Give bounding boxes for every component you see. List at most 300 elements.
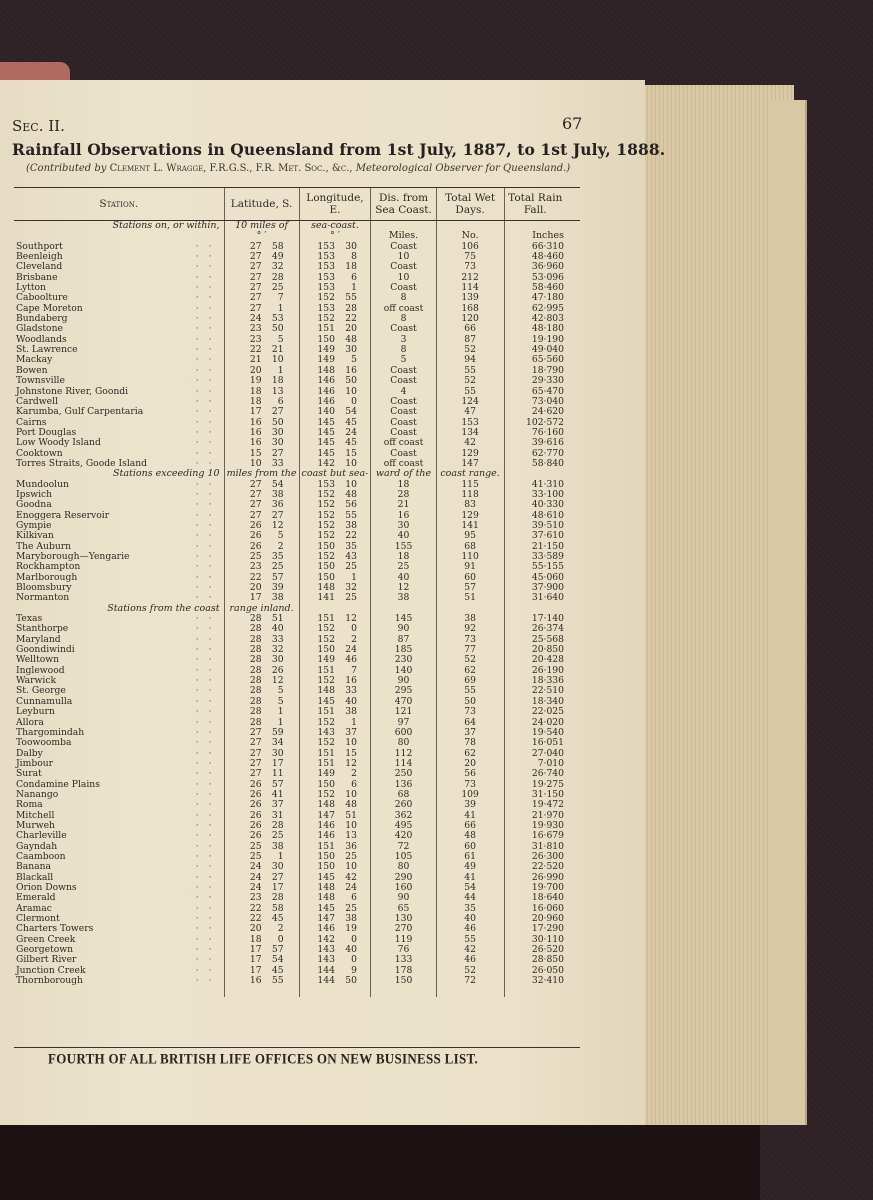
station-name: Thornborough (16, 975, 83, 987)
table-row (14, 304, 580, 314)
lon-minutes: 32 (345, 582, 357, 594)
rainfall-cell: 26·374 (504, 624, 580, 634)
table-row (14, 262, 580, 272)
leader-dots: ·· (195, 437, 222, 449)
distance-cell: 12 (371, 583, 436, 593)
station-name: Caamboon (16, 850, 66, 862)
distance-cell: 8 (371, 345, 436, 355)
rainfall-cell: 62·995 (504, 304, 580, 314)
leader-dots: ·· (195, 457, 222, 469)
lat-degrees: 28 (249, 613, 262, 625)
lon-degrees: 150 (317, 333, 335, 345)
lon-degrees: 145 (317, 695, 335, 707)
distance-cell: 270 (371, 924, 436, 934)
station-wrap (16, 769, 222, 779)
rainfall-cell: 19·190 (504, 335, 580, 345)
distance-cell: 4 (371, 387, 436, 397)
section-label: Sec. II. (12, 117, 65, 135)
lat-degrees: 22 (249, 902, 262, 914)
rainfall-cell: 45·060 (504, 573, 580, 583)
rainfall-cell: 24·020 (504, 718, 580, 728)
station-name: Bloomsbury (16, 582, 72, 594)
leader-dots: ·· (195, 913, 222, 925)
leader-dots: ·· (195, 830, 222, 842)
lon-minutes: 45 (345, 416, 357, 428)
lon-minutes: 54 (345, 406, 357, 418)
lon-degrees: 152 (317, 675, 335, 687)
distance-cell: 10 (371, 252, 436, 262)
rainfall-cell: 19·472 (504, 800, 580, 810)
table-row (14, 480, 580, 490)
lon-degrees: 153 (317, 251, 335, 263)
leader-dots: ·· (195, 292, 222, 304)
station-name: Townsville (16, 375, 65, 387)
station-name: Mackay (16, 354, 53, 366)
distance-cell: 470 (371, 697, 436, 707)
table-row (14, 728, 580, 738)
rainfall-cell: 36·960 (504, 262, 580, 272)
table-row (14, 573, 580, 583)
latitude-cell (224, 376, 299, 386)
lat-degrees: 26 (249, 778, 262, 790)
station-name: Cleveland (16, 261, 63, 273)
latitude-cell (224, 769, 299, 779)
leader-dots: ·· (195, 499, 222, 511)
lon-degrees: 150 (317, 644, 335, 656)
distance-cell: Coast (371, 397, 436, 407)
longitude-cell (299, 500, 371, 510)
lat-minutes: 54 (271, 954, 284, 966)
lon-minutes: 18 (345, 261, 357, 273)
lon-degrees: 140 (317, 406, 335, 418)
wet-days-cell: 141 (436, 521, 504, 531)
lon-degrees: 149 (317, 654, 335, 666)
lat-degrees: 20 (249, 582, 262, 594)
lon-minutes: 10 (345, 737, 357, 749)
rainfall-cell: 26·740 (504, 769, 580, 779)
lat-minutes: 57 (271, 944, 284, 956)
lat-degrees: 25 (249, 551, 262, 562)
wet-days-cell: 62 (436, 749, 504, 759)
distance-cell: 80 (371, 862, 436, 872)
longitude-cell (299, 593, 371, 603)
distance-cell: 80 (371, 738, 436, 748)
distance-cell: 68 (371, 790, 436, 800)
leader-dots: ·· (195, 364, 222, 376)
col-rainfall: Total Rain Fall. (504, 188, 580, 221)
station-name: Lytton (16, 282, 46, 294)
rainfall-cell: 31·150 (504, 790, 580, 800)
table-row (14, 780, 580, 790)
lat-minutes: 35 (271, 551, 284, 562)
wet-days-cell: 78 (436, 738, 504, 748)
lon-degrees: 152 (317, 499, 335, 511)
rainfall-cell: 33·100 (504, 490, 580, 500)
footer-advert: FOURTH OF ALL BRITISH LIFE OFFICES ON NEW BUSINESS LIST. (48, 1049, 479, 1068)
station-name: St. George (16, 685, 66, 697)
lat-degrees: 26 (249, 519, 262, 531)
table-row (14, 873, 580, 883)
lon-minutes: 45 (345, 437, 357, 449)
lon-minutes: 10 (345, 788, 357, 800)
leader-dots: ·· (195, 261, 222, 273)
station-name: Georgetown (16, 944, 74, 956)
lon-minutes: 48 (345, 488, 357, 500)
table-row (14, 242, 580, 252)
station-name: Jimbour (16, 757, 54, 769)
lon-degrees: 152 (317, 530, 335, 542)
station-cell (14, 376, 224, 386)
lon-minutes: 10 (345, 385, 357, 397)
wet-days-cell: 40 (436, 914, 504, 924)
lon-degrees: 144 (317, 964, 335, 976)
latitude-cell (224, 407, 299, 417)
station-name: Port Douglas (16, 426, 77, 438)
table-row (14, 862, 580, 872)
book-fore-edge (770, 100, 807, 1125)
table-row (14, 511, 580, 521)
lat-minutes: 31 (271, 809, 284, 821)
table-row (14, 418, 580, 428)
lon-degrees: 152 (317, 788, 335, 800)
lat-degrees: 28 (249, 654, 262, 666)
table-row (14, 335, 580, 345)
lon-degrees: 152 (317, 737, 335, 749)
lat-degrees: 24 (249, 313, 262, 325)
rainfall-cell: 39·510 (504, 521, 580, 531)
wet-days-cell: 60 (436, 573, 504, 583)
distance-cell: 140 (371, 666, 436, 676)
leader-dots: ·· (195, 592, 222, 604)
station-cell (14, 707, 224, 717)
lat-minutes: 45 (271, 913, 284, 925)
lon-minutes: 38 (345, 913, 357, 925)
distance-cell: Coast (371, 449, 436, 459)
distance-cell: Coast (371, 324, 436, 334)
leader-dots: ·· (195, 716, 222, 728)
lon-degrees: 145 (317, 437, 335, 449)
longitude-cell (299, 480, 371, 490)
rainfall-cell: 48·180 (504, 324, 580, 334)
rainfall-cell: 37·610 (504, 531, 580, 541)
leader-dots: ·· (195, 882, 222, 893)
wet-days-cell: 168 (436, 304, 504, 314)
rainfall-cell: 25·568 (504, 635, 580, 645)
distance-cell: 40 (371, 531, 436, 541)
wet-days-cell: 42 (436, 945, 504, 955)
longitude-cell (299, 728, 371, 738)
lat-minutes: 30 (271, 747, 284, 759)
lat-degrees: 27 (249, 240, 262, 252)
leader-dots: ·· (195, 313, 222, 325)
leader-dots: ·· (195, 447, 222, 459)
leader-dots: ·· (195, 540, 222, 552)
table-row (14, 831, 580, 841)
station-name: Charleville (16, 830, 67, 842)
station-cell (14, 759, 224, 769)
lon-minutes: 9 (351, 964, 357, 976)
lon-degrees: 151 (317, 664, 335, 676)
section-heading-cell: range inland. (224, 604, 299, 614)
lon-minutes: 0 (351, 954, 357, 966)
rainfall-cell: 22·025 (504, 707, 580, 717)
table-row (14, 407, 580, 417)
lat-degrees: 24 (249, 871, 262, 883)
distance-cell: off coast (371, 438, 436, 448)
wet-days-cell: 83 (436, 500, 504, 510)
distance-cell: 3 (371, 335, 436, 345)
station-name: Cape Moreton (16, 302, 83, 314)
lat-degrees: 23 (249, 892, 262, 904)
leader-dots: ·· (195, 426, 222, 438)
wet-days-cell: 66 (436, 324, 504, 334)
table-row (14, 893, 580, 903)
distance-cell: 21 (371, 500, 436, 510)
lon-minutes: 0 (351, 623, 357, 635)
wet-days-cell: 52 (436, 655, 504, 665)
lat-degrees: 24 (249, 882, 262, 893)
wet-days-cell: 92 (436, 624, 504, 634)
lon-minutes: 2 (351, 633, 357, 645)
lat-degrees: 27 (249, 251, 262, 263)
lon-minutes: 48 (345, 799, 357, 811)
lon-minutes: 1 (351, 716, 357, 728)
lon-degrees: 152 (317, 509, 335, 521)
station-wrap (16, 438, 222, 448)
lat-minutes: 18 (271, 375, 284, 387)
wet-days-cell: 95 (436, 531, 504, 541)
lat-degrees: 19 (249, 375, 262, 387)
lon-minutes: 24 (345, 882, 357, 893)
lat-degrees: 18 (249, 395, 262, 407)
lon-degrees: 148 (317, 892, 335, 904)
longitude-cell (299, 831, 371, 841)
wet-days-cell: 109 (436, 790, 504, 800)
lat-degrees: 17 (249, 406, 262, 418)
lat-minutes: 26 (271, 664, 284, 676)
leader-dots: ·· (195, 664, 222, 676)
distance-cell: 16 (371, 511, 436, 521)
table-row (14, 645, 580, 655)
filler-cell (436, 986, 504, 996)
lon-degrees: 146 (317, 830, 335, 842)
longitude-cell (299, 614, 371, 624)
leader-dots: ·· (195, 871, 222, 883)
lon-degrees: 149 (317, 344, 335, 356)
wet-days-cell: 134 (436, 428, 504, 438)
station-name: Rockhampton (16, 561, 81, 573)
lat-minutes: 12 (271, 519, 284, 531)
station-name: Southport (16, 240, 63, 252)
lon-minutes: 8 (351, 251, 357, 263)
leader-dots: ·· (195, 964, 222, 976)
station-name: Karumba, Gulf Carpentaria (16, 406, 144, 418)
lon-degrees: 143 (317, 726, 335, 738)
lat-minutes: 40 (271, 623, 284, 635)
distance-cell: 290 (371, 873, 436, 883)
wet-days-cell: 87 (436, 335, 504, 345)
table-row (14, 769, 580, 779)
section-heading-row (14, 221, 580, 232)
lat-minutes: 25 (271, 830, 284, 842)
station-name: Green Creek (16, 933, 76, 945)
station-name: Enoggera Reservoir (16, 509, 110, 521)
station-name: Cooktown (16, 447, 63, 459)
lat-minutes: 2 (277, 540, 284, 552)
lat-minutes: 41 (271, 788, 284, 800)
lat-degrees: 28 (249, 644, 262, 656)
distance-cell: Coast (371, 428, 436, 438)
distance-cell: off coast (371, 304, 436, 314)
lat-degrees: 27 (249, 488, 262, 500)
table-row (14, 666, 580, 676)
wet-days-cell: 52 (436, 966, 504, 976)
lat-minutes: 58 (271, 240, 284, 252)
distance-cell: 72 (371, 842, 436, 852)
section-heading-cell: sea-coast. (299, 221, 371, 232)
lon-minutes: 50 (345, 375, 357, 387)
lon-minutes: 2 (351, 768, 357, 780)
table-row (14, 283, 580, 293)
table-row (14, 707, 580, 717)
lon-degrees: 145 (317, 426, 335, 438)
lon-degrees: 146 (317, 375, 335, 387)
lat-minutes: 10 (271, 354, 284, 366)
unit-label: Inches (504, 231, 580, 241)
rainfall-cell: 49·040 (504, 345, 580, 355)
station-name: Orion Downs (16, 882, 77, 893)
lat-minutes: 7 (277, 292, 284, 304)
lat-degrees: 27 (249, 768, 262, 780)
rainfall-cell: 55·155 (504, 562, 580, 572)
station-name: Stanthorpe (16, 623, 69, 635)
lon-degrees: 147 (317, 913, 335, 925)
table-row (14, 976, 580, 986)
leader-dots: ·· (195, 819, 222, 831)
lon-degrees: 152 (317, 633, 335, 645)
station-name: Torres Straits, Goode Island (16, 457, 148, 469)
leader-dots: ·· (195, 892, 222, 904)
lat-degrees: 27 (249, 271, 262, 283)
table-row (14, 624, 580, 634)
lat-degrees: 17 (249, 944, 262, 956)
rainfall-cell: 20·850 (504, 645, 580, 655)
station-name: Marlborough (16, 571, 78, 583)
distance-cell: 5 (371, 355, 436, 365)
rainfall-cell: 62·770 (504, 449, 580, 459)
longitude-cell (299, 749, 371, 759)
leader-dots: ·· (195, 654, 222, 666)
table-row (14, 490, 580, 500)
station-name: Roma (16, 799, 43, 811)
lat-degrees: 22 (249, 571, 262, 583)
col-wet-days: Total Wet Days. (436, 188, 504, 221)
lon-minutes: 40 (345, 944, 357, 956)
lat-minutes: 25 (271, 282, 284, 294)
lat-degrees: 28 (249, 633, 262, 645)
table-row (14, 366, 580, 376)
longitude-cell (299, 624, 371, 634)
distance-cell: 18 (371, 480, 436, 490)
lat-degrees: 26 (249, 788, 262, 800)
station-wrap (16, 376, 222, 386)
wet-days-cell: 129 (436, 449, 504, 459)
station-name: Goondiwindi (16, 644, 75, 656)
distance-cell: off coast (371, 459, 436, 469)
latitude-cell (224, 345, 299, 355)
table-row (14, 935, 580, 945)
wet-days-cell: 55 (436, 935, 504, 945)
rainfall-cell: 58·840 (504, 459, 580, 469)
lon-minutes: 30 (345, 240, 357, 252)
lat-degrees: 27 (249, 282, 262, 294)
wet-days-cell: 56 (436, 769, 504, 779)
station-wrap (16, 759, 222, 769)
longitude-cell (299, 283, 371, 293)
table-row (14, 759, 580, 769)
distance-cell: 185 (371, 645, 436, 655)
distance-cell: 155 (371, 542, 436, 552)
lat-minutes: 33 (271, 633, 284, 645)
lat-degrees: 26 (249, 540, 262, 552)
station-name: Thargomindah (16, 726, 85, 738)
lon-minutes: 25 (345, 561, 357, 573)
lon-minutes: 56 (345, 499, 357, 511)
lon-minutes: 10 (345, 861, 357, 873)
lon-degrees: 151 (317, 613, 335, 625)
table-row (14, 531, 580, 541)
filler-cell (371, 986, 436, 996)
longitude-cell (299, 780, 371, 790)
filler-cell (504, 986, 580, 996)
station-cell (14, 976, 224, 986)
lon-minutes: 1 (351, 282, 357, 294)
lon-degrees: 151 (317, 747, 335, 759)
wet-days-cell: 120 (436, 314, 504, 324)
lon-minutes: 10 (345, 478, 357, 490)
wet-days-cell: 41 (436, 873, 504, 883)
lon-minutes: 12 (345, 613, 357, 625)
lon-degrees: 153 (317, 302, 335, 314)
lat-minutes: 28 (271, 892, 284, 904)
section-heading-cell: 10 miles of (224, 221, 299, 232)
station-name: Beenleigh (16, 251, 63, 263)
lon-degrees: 146 (317, 923, 335, 935)
lat-minutes: 55 (271, 975, 284, 987)
table-row (14, 966, 580, 976)
distance-cell: 90 (371, 676, 436, 686)
station-name: Goodna (16, 499, 52, 511)
rainfall-cell: 65·560 (504, 355, 580, 365)
rainfall-cell: 48·610 (504, 511, 580, 521)
table-row (14, 914, 580, 924)
lon-minutes: 42 (345, 871, 357, 883)
longitude-cell (299, 314, 371, 324)
station-name: Murweh (16, 819, 55, 831)
rainfall-cell: 22·510 (504, 686, 580, 696)
rainfall-cell: 58·460 (504, 283, 580, 293)
station-name: Banana (16, 861, 52, 873)
longitude-cell (299, 376, 371, 386)
leader-dots: ·· (195, 323, 222, 335)
station-name: Mundoolun (16, 478, 69, 490)
rainfall-cell: 17·290 (504, 924, 580, 934)
rainfall-cell: 26·990 (504, 873, 580, 883)
rainfall-cell: 18·640 (504, 893, 580, 903)
rainfall-cell: 40·330 (504, 500, 580, 510)
station-name: Condamine Plains (16, 778, 100, 790)
lat-degrees: 27 (249, 478, 262, 490)
